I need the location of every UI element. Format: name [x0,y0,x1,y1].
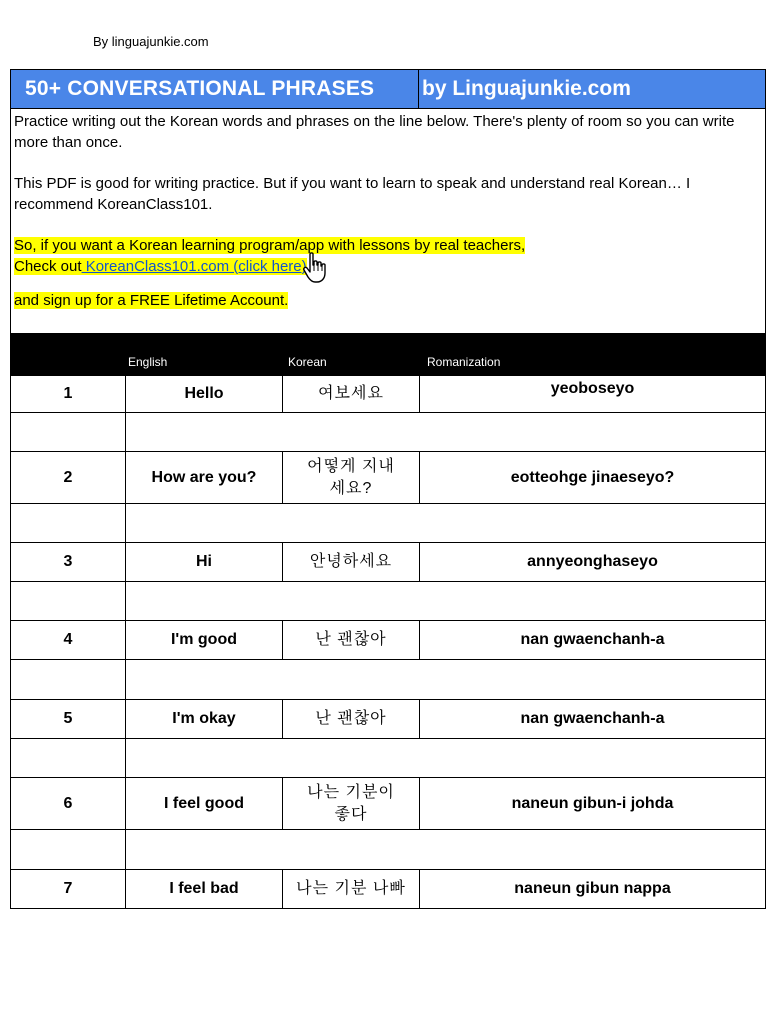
promo-line-1: So, if you want a Korean learning program/app with lessons by real teachers, [14,237,526,254]
intro-text [10,109,766,333]
row-number: 6 [11,778,126,829]
table-row [10,375,766,413]
column-header-romanization: Romanization [427,355,501,369]
column-header-korean: Korean [288,355,327,369]
table-header [10,333,766,375]
korean-phrase: 어떻게 지내세요? [283,452,420,503]
romanization: nan gwaenchanh-a [520,631,665,648]
promo-line-2: Check out [14,257,82,275]
column-header-english: English [128,355,168,369]
english-phrase: How are you? [126,452,283,503]
english-phrase: I feel good [126,778,283,829]
korean-phrase: 난 괜찮아 [283,621,420,659]
intro-paragraph-1: Practice writing out the Korean words and phrases on the line below. There's plenty of room so you can write more than once. [14,113,735,151]
practice-line[interactable] [126,830,765,869]
row-number: 5 [11,700,126,738]
pointing-hand-icon [301,251,335,292]
koreanclass101-link[interactable]: KoreanClass101.com (click here) [81,257,307,275]
table-row [10,778,766,830]
practice-row [10,739,766,778]
romanization: eotteohge jinaeseyo? [510,468,675,486]
practice-row [10,582,766,621]
practice-row [10,830,766,870]
romanization: naneun gibun-i johda [511,794,674,812]
byline: By linguajunkie.com [93,34,209,49]
english-phrase: I feel bad [126,870,283,908]
practice-row [10,660,766,700]
english-phrase: I'm good [126,621,283,659]
promo-line-3: and sign up for a FREE Lifetime Account. [14,292,289,309]
practice-line[interactable] [126,504,765,542]
page-title: 50+ CONVERSATIONAL PHRASES [11,70,419,108]
table-row [10,700,766,739]
practice-row [10,504,766,543]
title-site: by Linguajunkie.com [422,77,631,100]
row-number: 3 [11,543,126,581]
row-number: 4 [11,621,126,659]
worksheet [10,69,766,909]
practice-line[interactable] [126,739,765,777]
korean-phrase: 여보세요 [283,376,420,412]
english-phrase: Hello [126,376,283,412]
table-row [10,543,766,582]
romanization: naneun gibun nappa [514,880,671,897]
romanization: yeoboseyo [550,380,635,397]
korean-phrase: 나는 기분 나빠 [283,870,420,908]
row-number: 2 [11,452,126,503]
practice-line[interactable] [126,413,765,451]
english-phrase: I'm okay [126,700,283,738]
romanization: nan gwaenchanh-a [520,710,665,727]
table-row [10,870,766,909]
practice-line[interactable] [126,660,765,699]
romanization: annyeonghaseyo [527,553,658,570]
table-row [10,452,766,504]
korean-phrase: 나는 기분이 좋다 [283,778,420,829]
table-row [10,621,766,660]
korean-phrase: 안녕하세요 [283,543,420,581]
practice-line[interactable] [126,582,765,620]
row-number: 1 [11,376,126,412]
practice-row [10,413,766,452]
row-number: 7 [11,870,126,908]
english-phrase: Hi [126,543,283,581]
title-bar [10,69,766,109]
intro-paragraph-2: This PDF is good for writing practice. But if you want to learn to speak and understand real Korean… I recommend KoreanClass101. [14,175,691,213]
korean-phrase: 난 괜찮아 [283,700,420,738]
